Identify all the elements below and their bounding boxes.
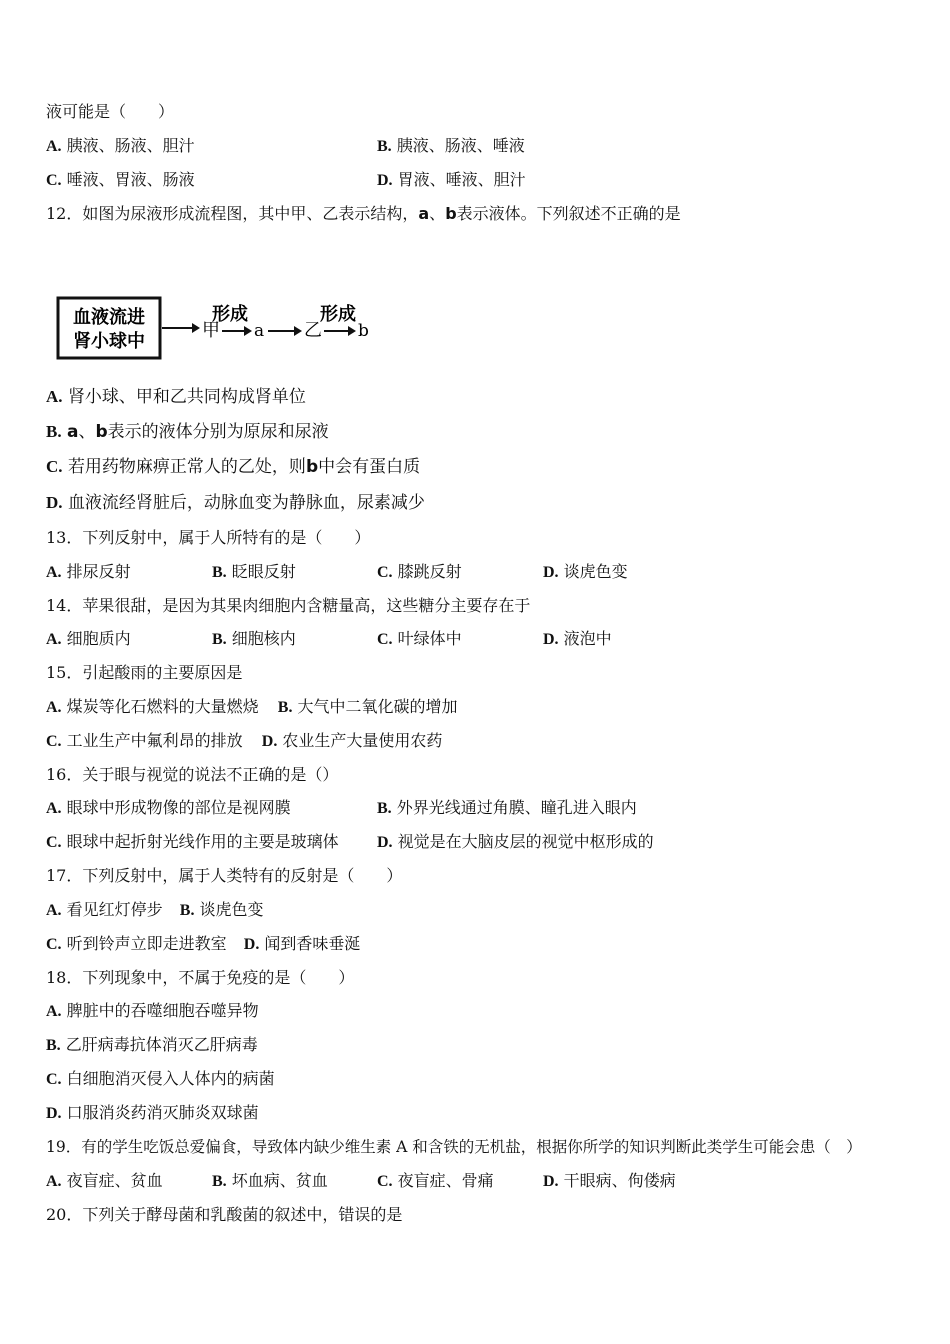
q16-option-c: C. 眼球中起折射光线作用的主要是玻璃体 <box>46 832 339 851</box>
q14-option-c: C. 叶绿体中 <box>377 629 462 648</box>
q17-options-row1 <box>46 900 264 921</box>
diagram-node-a: a <box>254 321 265 341</box>
q13-option-b: B. 眨眼反射 <box>212 562 296 581</box>
q17-option-d: D. 闻到香味垂涎 <box>243 934 361 953</box>
q11-option-d: D. 胃液、唾液、胆汁 <box>377 170 526 189</box>
q15-options-row1 <box>46 697 458 718</box>
q15-options-row2 <box>46 731 442 752</box>
q17-stem: 17．下列反射中，属于人类特有的反射是（ ） <box>46 866 403 885</box>
q15-option-d: D. 农业生产大量使用农药 <box>261 731 443 750</box>
q13-option-c: C. 膝跳反射 <box>377 562 462 581</box>
q16-option-d: D. 视觉是在大脑皮层的视觉中枢形成的 <box>377 832 654 851</box>
q17-option-c: C. 听到铃声立即走进教室 <box>46 934 227 953</box>
arrow-3-head <box>294 326 302 336</box>
q15-stem: 15．引起酸雨的主要原因是 <box>46 663 243 682</box>
q15-option-a: A. 煤炭等化石燃料的大量燃烧 <box>46 697 259 716</box>
q14-option-d: D. 液泡中 <box>543 629 612 648</box>
q11-options-row2 <box>46 170 526 191</box>
q19-option-b: B. 坏血病、贫血 <box>212 1171 328 1190</box>
q11-option-a: A. 胰液、肠液、胆汁 <box>46 136 195 155</box>
q14-option-a: A. 细胞质内 <box>46 629 131 648</box>
q11-option-c: C. 唾液、胃液、肠液 <box>46 170 195 189</box>
diagram-node-yi: 乙 <box>304 320 322 341</box>
q14-stem: 14．苹果很甜，是因为其果肉细胞内含糖量高，这些糖分主要存在于 <box>46 596 531 615</box>
q19-stem: 19．有的学生吃饭总爱偏食，导致体内缺少维生素 A 和含铁的无机盐，根据你所学的知识判断此类学生可能会患（ ） <box>46 1138 862 1156</box>
q13-option-d: D. 谈虎色变 <box>543 562 628 581</box>
arrow-2-head <box>244 326 252 336</box>
q11-options-row1 <box>46 136 525 157</box>
diagram-node-b: b <box>358 321 369 341</box>
arrow-1-head <box>192 323 200 333</box>
diagram-label-form-1: 形成 <box>212 304 248 325</box>
q17-option-b: B. 谈虎色变 <box>179 900 264 919</box>
q11-stem: 液可能是（ ） <box>46 102 175 121</box>
q19-option-a: A. 夜盲症、贫血 <box>46 1171 163 1190</box>
q16-option-b: B. 外界光线通过角膜、瞳孔进入眼内 <box>377 798 637 817</box>
q16-options-row1 <box>46 798 637 819</box>
q12-option-b: B. a、b表示的液体分别为原尿和尿液 <box>46 422 329 442</box>
q18-stem: 18．下列现象中，不属于免疫的是（ ） <box>46 968 355 987</box>
q18-option-c: C. 白细胞消灭侵入人体内的病菌 <box>46 1069 275 1088</box>
q18-option-d: D. 口服消炎药消灭肺炎双球菌 <box>46 1103 259 1122</box>
q11-option-b: B. 胰液、肠液、唾液 <box>377 136 525 155</box>
diagram-box-line2: 肾小球中 <box>73 331 145 352</box>
diagram-node-jia: 甲 <box>202 320 220 341</box>
q12-option-c: C. 若用药物麻痹正常人的乙处，则b中会有蛋白质 <box>46 457 421 477</box>
q17-option-a: A. 看见红灯停步 <box>46 900 163 919</box>
q13-options <box>46 562 628 583</box>
q17-options-row2 <box>46 934 360 955</box>
q13-option-a: A. 排尿反射 <box>46 562 131 581</box>
urine-formation-diagram <box>46 276 382 372</box>
q18-option-b: B. 乙肝病毒抗体消灭乙肝病毒 <box>46 1035 258 1054</box>
q19-option-d: D. 干眼病、佝偻病 <box>543 1171 676 1190</box>
q15-option-c: C. 工业生产中氟利昂的排放 <box>46 731 243 750</box>
q12-option-a: A. 肾小球、甲和乙共同构成肾单位 <box>46 387 306 407</box>
q14-options <box>46 629 612 650</box>
q13-stem: 13．下列反射中，属于人所特有的是（ ） <box>46 528 371 547</box>
diagram-box-line1: 血液流进 <box>73 307 145 328</box>
q20-stem: 20．下列关于酵母菌和乳酸菌的叙述中，错误的是 <box>46 1205 403 1224</box>
q16-options-row2 <box>46 832 654 853</box>
q19-option-c: C. 夜盲症、骨痛 <box>377 1171 494 1190</box>
q18-option-a: A. 脾脏中的吞噬细胞吞噬异物 <box>46 1001 259 1020</box>
q12-stem: 12．如图为尿液形成流程图，其中甲、乙表示结构，a、b表示液体。下列叙述不正确的是 <box>46 204 681 223</box>
arrow-4-head <box>348 326 356 336</box>
q15-option-b: B. 大气中二氧化碳的增加 <box>277 697 458 716</box>
q16-option-a: A. 眼球中形成物像的部位是视网膜 <box>46 798 291 817</box>
q14-option-b: B. 细胞核内 <box>212 629 296 648</box>
q12-option-d: D. 血液流经肾脏后，动脉血变为静脉血，尿素减少 <box>46 493 425 513</box>
q19-options <box>46 1171 676 1192</box>
q16-stem: 16．关于眼与视觉的说法不正确的是（） <box>46 765 339 784</box>
diagram-label-form-2: 形成 <box>320 304 356 325</box>
